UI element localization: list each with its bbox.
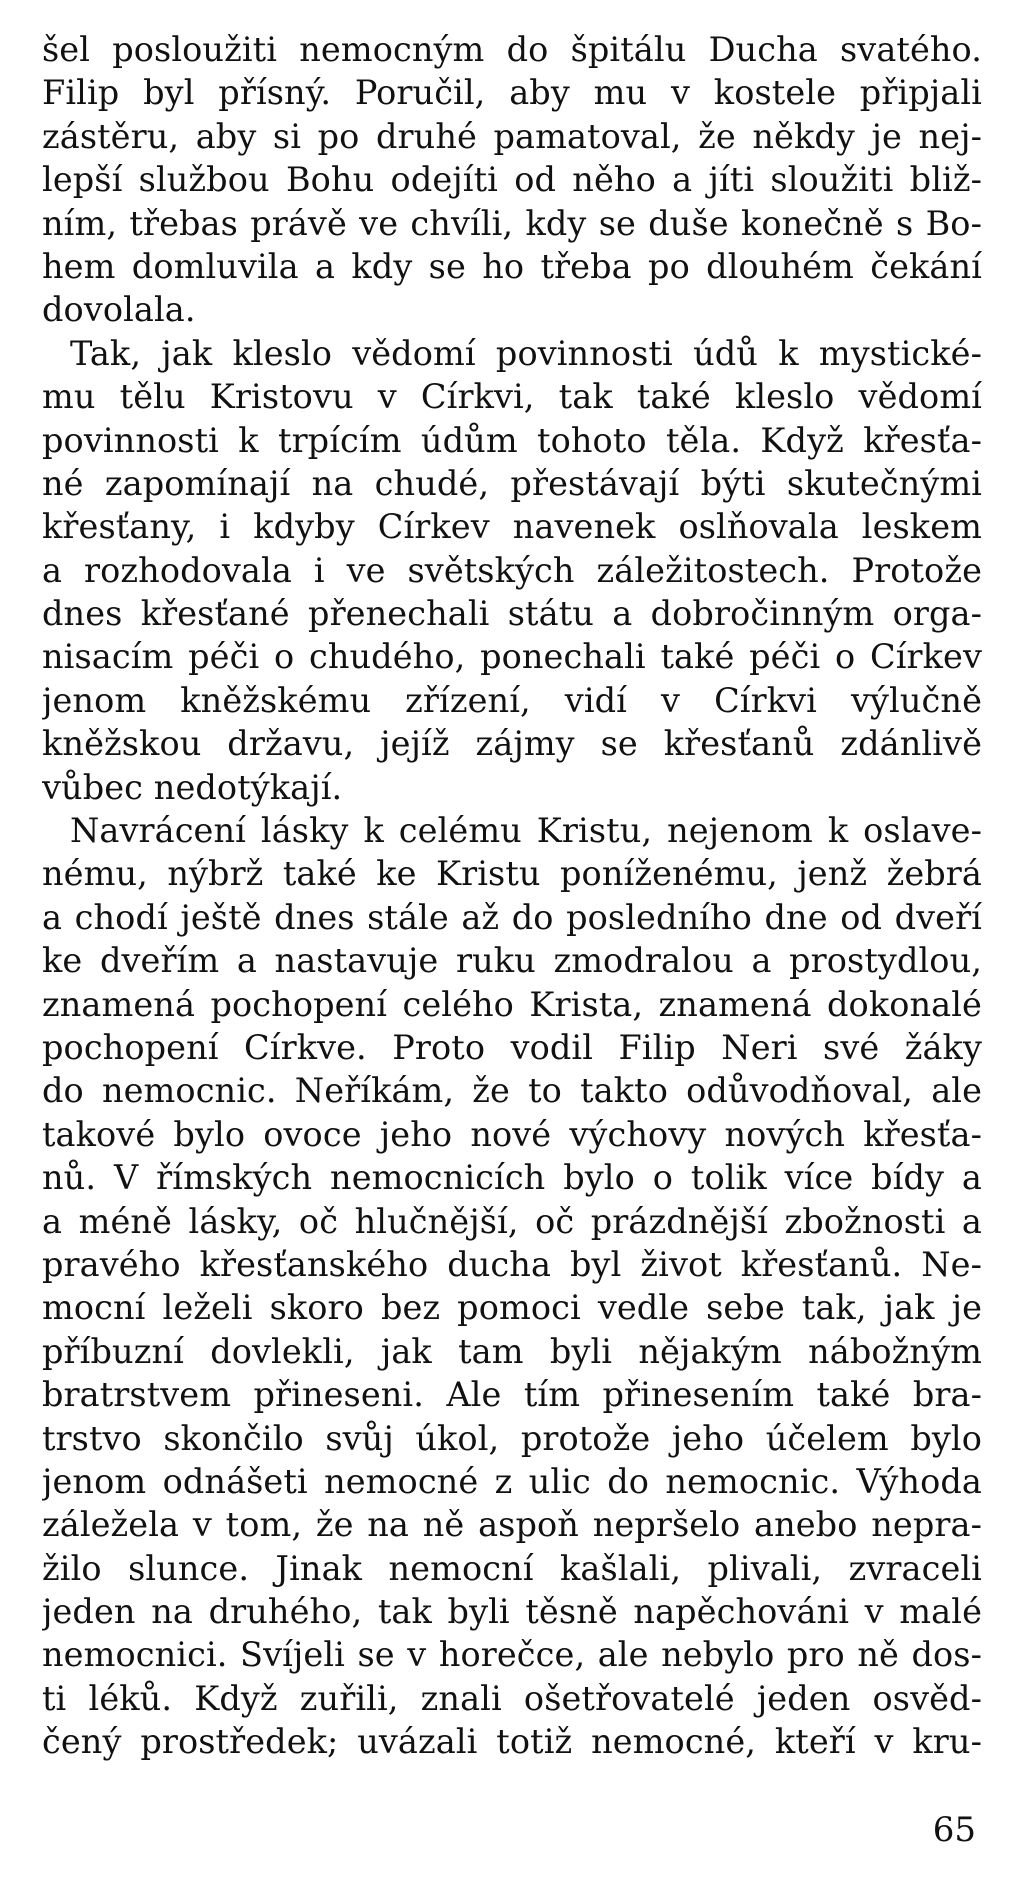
text-line: a méně lásky, oč hlučnější, oč prázdnější zbožnosti a [42,1201,982,1241]
text-line: Tak, jak kleslo vědomí povinnosti údů k mystické- [70,333,982,373]
text-line: ke dveřím a nastavuje ruku zmodralou a prostydlou, [42,941,982,981]
text-line: mu tělu Kristovu v Církvi, tak také kleslo vědomí [42,377,982,417]
text-line: kněžskou državu, jejíž zájmy se křesťanů zdánlivě [42,724,982,764]
text-line: trstvo skončilo svůj úkol, protože jeho účelem bylo [42,1418,982,1458]
text-line: a chodí ještě dnes stále až do posledního dne od dveří [42,897,982,937]
text-line: Filip byl přísný. Poručil, aby mu v kostele připjali [42,73,982,113]
text-line: nemocnici. Svíjeli se v horečce, ale nebylo pro ně dos- [42,1635,982,1675]
text-line: Navrácení lásky k celému Kristu, nejenom k oslave- [70,811,982,851]
body-text [42,28,982,1764]
text-line: jenom kněžskému zřízení, vidí v Církvi výlučně [42,680,982,720]
text-line: mocní leželi skoro bez pomoci vedle sebe tak, jak je [42,1288,982,1328]
text-line: zástěru, aby si po druhé pamatoval, že někdy je nej- [42,116,982,156]
text-line: né zapomínají na chudé, přestávají býti skutečnými [42,463,982,503]
text-line: znamená pochopení celého Krista, znamená dokonalé [42,984,982,1024]
text-line: vůbec nedotýkají. [42,767,343,807]
page-number: 65 [932,1810,976,1850]
text-line: povinnosti k trpícím údům tohoto těla. Když křesťa- [42,420,982,460]
text-line: pochopení Církve. Proto vodil Filip Neri své žáky [42,1027,982,1067]
text-line: hem domluvila a kdy se ho třeba po dlouhém čekání [42,246,982,286]
text-line: žilo slunce. Jinak nemocní kašlali, plivali, zvraceli [42,1548,982,1588]
text-line: pravého křesťanského ducha byl život křesťanů. Ne- [42,1244,982,1284]
text-line: čený prostředek; uvázali totiž nemocné, kteří v kru- [42,1722,982,1762]
text-line: nů. V římských nemocnicích bylo o tolik více bídy a [42,1158,982,1198]
text-line: šel posloužiti nemocným do špitálu Ducha svatého. [42,30,982,69]
text-line: záležela v tom, že na ně aspoň nepršelo anebo nepra- [42,1505,982,1545]
text-line: lepší službou Bohu odejíti od něho a jíti sloužiti bliž- [42,160,982,200]
text-line: ním, třebas právě ve chvíli, kdy se duše konečně s Bo- [42,203,982,243]
text-line: křesťany, i kdyby Církev navenek oslňovala leskem [42,507,982,547]
text-line: dnes křesťané přenechali státu a dobročinným orga- [42,594,982,634]
text-line: ti léků. Když zuřili, znali ošetřovatelé jeden osvěd- [42,1678,982,1718]
text-line: a rozhodovala i ve světských záležitostech. Protože [42,550,982,590]
text-line: jeden na druhého, tak byli těsně napěchováni v malé [42,1592,982,1632]
text-line: příbuzní dovlekli, jak tam byli nějakým nábožným [42,1331,982,1371]
text-line: bratrstvem přineseni. Ale tím přinesením také bra- [42,1375,982,1415]
text-line: do nemocnic. Neříkám, že to takto odůvodňoval, ale [42,1071,982,1111]
text-line: nisacím péči o chudého, ponechali také péči o Církev [42,637,982,677]
text-line: nému, nýbrž také ke Kristu poníženému, jenž žebrá [42,854,982,894]
text-line: takové bylo ovoce jeho nové výchovy nových křesťa- [42,1114,982,1154]
text-line: jenom odnášeti nemocné z ulic do nemocnic. Výhoda [42,1461,982,1501]
text-line: dovolala. [42,290,196,330]
